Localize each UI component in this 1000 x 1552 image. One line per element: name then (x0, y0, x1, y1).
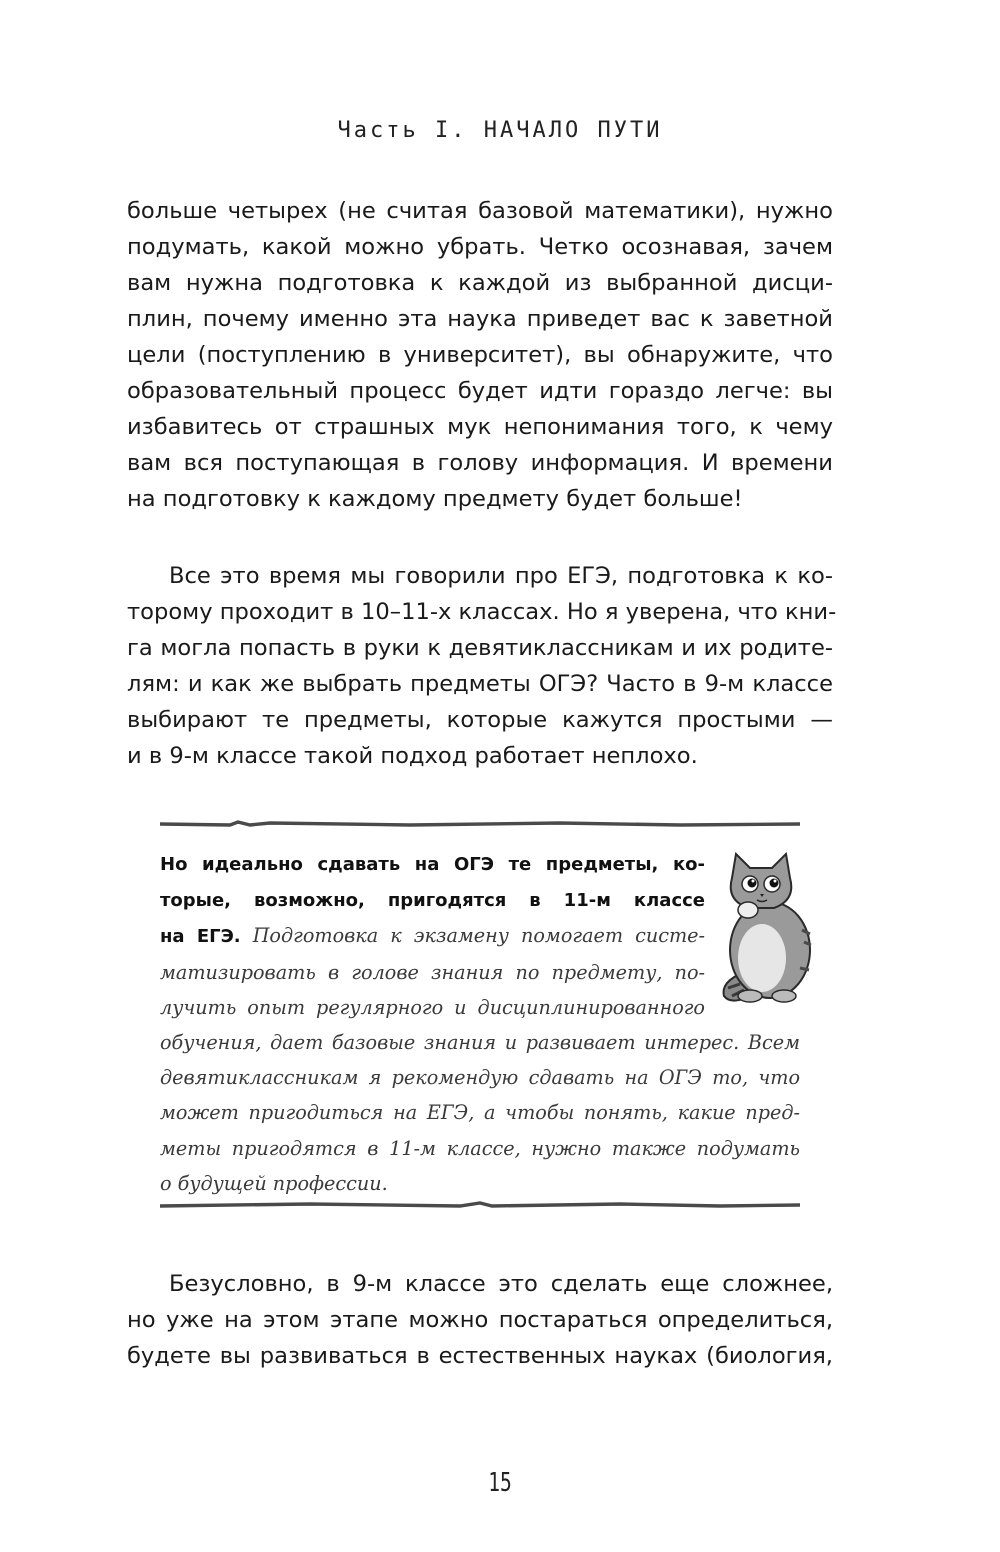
paragraph-1 (127, 193, 833, 517)
note-top-divider (160, 817, 800, 831)
text-line: но уже на этом этапе можно постараться определиться, (127, 1307, 833, 1333)
text-line: подумать, какой можно убрать. Четко осознавая, зачем (127, 234, 833, 260)
text-line: вам нужна подготовка к каждой из выбранной дисци- (127, 270, 833, 296)
note-line: может пригодиться на ЕГЭ, а чтобы понять, какие пред- (160, 1101, 800, 1125)
text-line: га могла попасть в руки к девятиклассникам и их родите- (127, 635, 833, 661)
text-line: вам вся поступающая в голову информация. И времени (127, 450, 833, 476)
paragraph-3 (127, 1266, 833, 1374)
text-line: образовательный процесс будет идти гораздо легче: вы (127, 378, 833, 404)
page-number: 15 (488, 1468, 512, 1498)
text-line: торому проходит в 10–11-х классах. Но я уверена, что кни- (127, 599, 837, 625)
text-line: больше четырех (не считая базовой математики), нужно (127, 198, 833, 224)
text-line: плин, почему именно эта наука приведет вас к заветной (127, 306, 833, 332)
note-text: Подготовка к экзамену помогает систе- (240, 924, 705, 948)
text-line: Все это время мы говорили про ЕГЭ, подготовка к ко- (169, 563, 833, 589)
text-line: будете вы развиваться в естественных науках (биология, (127, 1343, 833, 1369)
text-line: Безусловно, в 9-м классе это сделать еще сложнее, (169, 1271, 833, 1297)
note-bottom-divider (160, 1198, 800, 1212)
note-line: меты пригодятся в 11-м классе, нужно также подумать (160, 1136, 800, 1160)
callout-note (160, 846, 800, 1201)
text-line: избавитесь от страшных мук непонимания того, к чему (127, 414, 833, 440)
text-line: на подготовку к каждому предмету будет больше! (127, 486, 743, 512)
note-emphasis: торые, возможно, пригодятся в 11-м классе (160, 890, 705, 912)
text-line: цели (поступлению в университет), вы обнаружите, что (127, 342, 833, 368)
note-line: обучения, дает базовые знания и развивает интерес. Всем (160, 1031, 800, 1055)
running-head: Часть I. НАЧАЛО ПУТИ (337, 118, 663, 143)
note-emphasis: на ЕГЭ. (160, 926, 241, 948)
note-emphasis: Но идеально сдавать на ОГЭ те предметы, ко- (160, 854, 705, 875)
text-line: выбирают те предметы, которые кажутся простыми — (127, 707, 833, 733)
note-line: девятиклассникам я рекомендую сдавать на ОГЭ то, что (160, 1066, 800, 1090)
text-line: и в 9-м классе такой подход работает неплохо. (127, 743, 698, 769)
cat-mascot-icon (710, 850, 815, 1005)
note-line: о будущей профессии. (160, 1171, 388, 1195)
note-line: лучить опыт регулярного и дисциплинированного (160, 995, 705, 1019)
text-line: лям: и как же выбрать предметы ОГЭ? Часто в 9-м классе (127, 671, 833, 697)
note-line: матизировать в голове знания по предмету, по- (160, 960, 705, 984)
paragraph-2 (127, 558, 837, 774)
